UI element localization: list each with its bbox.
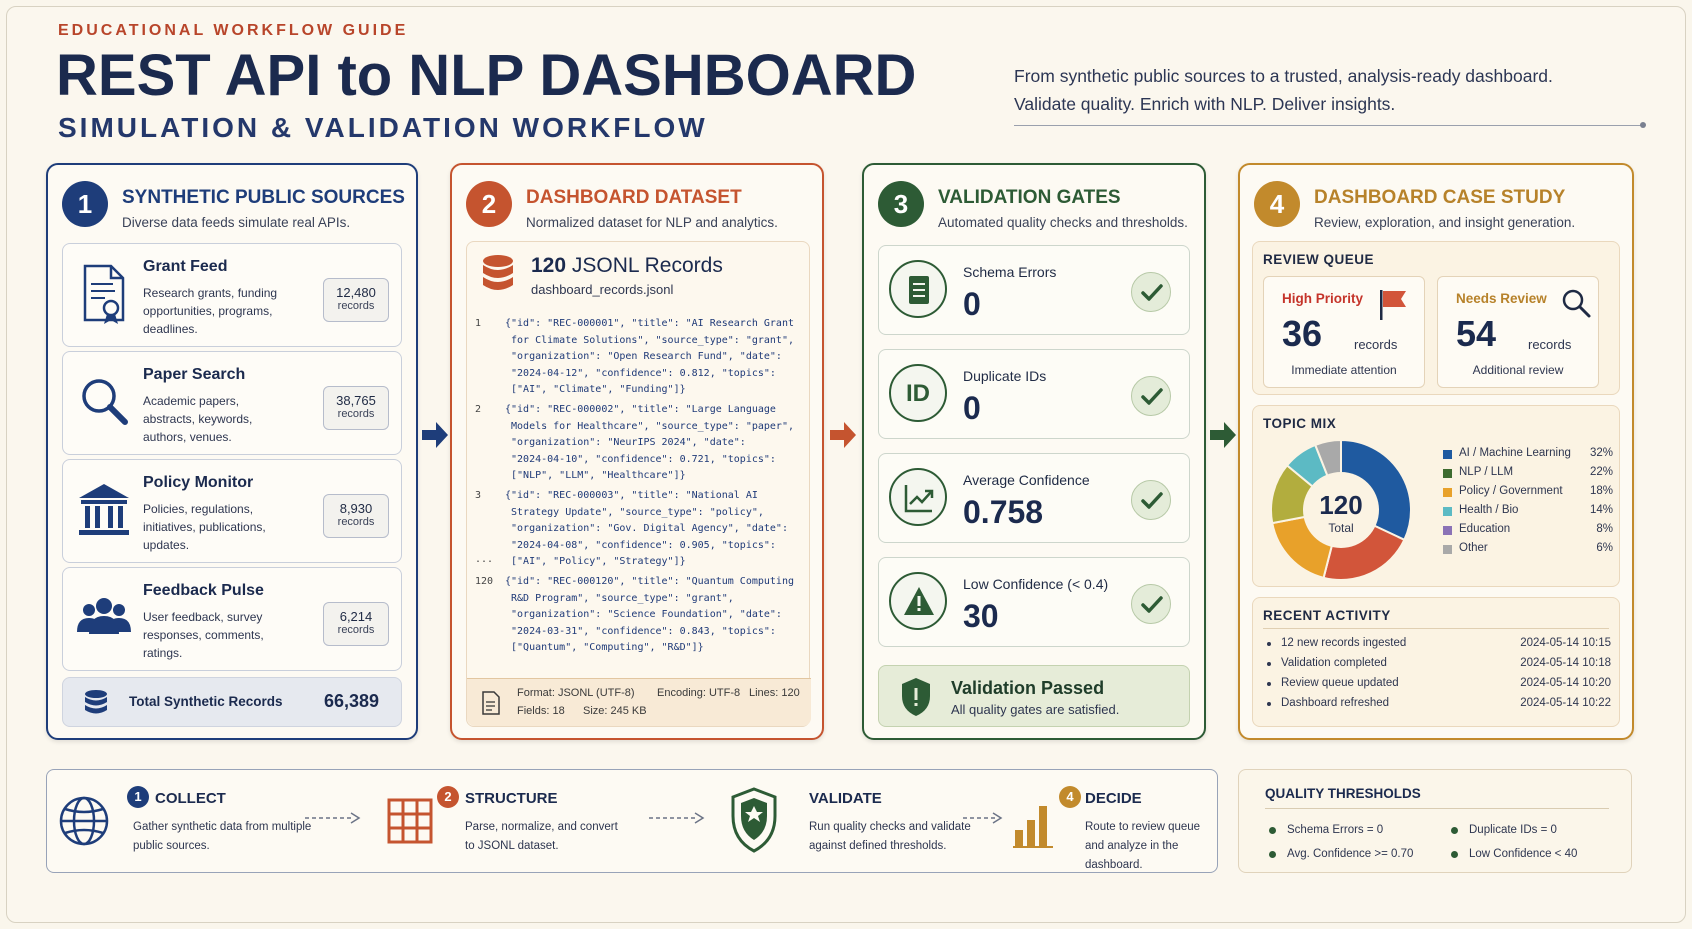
- legend-swatch: [1443, 469, 1452, 478]
- source-title: Paper Search: [143, 366, 246, 383]
- column-title: DASHBOARD CASE STUDY: [1314, 187, 1566, 208]
- file-icon: [481, 691, 501, 715]
- dataset-panel: [466, 241, 810, 727]
- gate-icon-ring: [889, 260, 947, 318]
- step-badge: 3: [878, 181, 924, 227]
- needs-review-count: 54: [1456, 313, 1497, 354]
- dataset-filename: dashboard_records.jsonl: [531, 282, 674, 297]
- needs-review-title: Needs Review: [1456, 291, 1547, 306]
- record-json: {"id": "REC-000120", "title": "Quantum Computing R&D Program", "source_type": "grant", "organization": "Science Foundation", "date": "2024-03-31", "confidence": 0.843, "topics": ["Quantum", "Computing", "R&D"]}: [505, 576, 794, 653]
- arrow-right-icon: [420, 420, 450, 450]
- bullet: [1267, 662, 1271, 666]
- gate-icon-ring: [889, 572, 947, 630]
- topic-mix-heading: TOPIC MIX: [1263, 416, 1337, 431]
- dataset-footer: [467, 678, 811, 726]
- users-group-icon: [75, 586, 133, 650]
- activity-time: 2024-05-14 10:15: [1520, 637, 1611, 649]
- grid-table-icon: [387, 798, 433, 844]
- bullet: [1269, 827, 1276, 834]
- legend-percent: 22%: [1589, 466, 1613, 478]
- source-count: 6,214: [339, 609, 373, 624]
- total-records-value: 66,389: [323, 691, 379, 711]
- column-title: SYNTHETIC PUBLIC SOURCES: [122, 187, 405, 208]
- activity-time: 2024-05-14 10:20: [1520, 677, 1611, 689]
- ellipsis: ...: [475, 554, 494, 565]
- activity-item: [1265, 636, 1611, 654]
- topic-donut-chart: [1269, 438, 1413, 582]
- magnifier-icon: [1560, 287, 1592, 319]
- activity-item: [1265, 696, 1611, 714]
- legend-item: [1443, 446, 1613, 464]
- arrow-right-icon: [1208, 420, 1238, 450]
- high-priority-count: 36: [1282, 313, 1323, 354]
- gate-value: 0.758: [963, 494, 1044, 530]
- gate-label: Duplicate IDs: [963, 368, 1047, 384]
- page-subtitle: SIMULATION & VALIDATION WORKFLOW: [58, 112, 708, 143]
- arrow-right-icon: [828, 420, 858, 450]
- source-count: 38,765: [336, 393, 376, 408]
- gate-schema-errors: [878, 245, 1190, 335]
- column-header: [62, 181, 406, 241]
- database-icon: [83, 689, 109, 717]
- step-badge: 1: [62, 181, 108, 227]
- step-title: VALIDATE: [809, 790, 882, 807]
- gate-label: Schema Errors: [963, 264, 1057, 280]
- source-count-unit: records: [337, 516, 375, 528]
- gate-value: 30: [963, 598, 999, 634]
- intro-rule-dot: [1640, 122, 1646, 128]
- line-number: 1: [475, 318, 482, 329]
- activity-item: [1265, 676, 1611, 694]
- bar-chart-icon: [1013, 798, 1053, 848]
- legend-percent: 8%: [1596, 523, 1613, 535]
- legend-item: [1443, 541, 1613, 559]
- divider: [1265, 808, 1609, 809]
- check-icon: [1131, 480, 1171, 520]
- needs-review-desc: Additional review: [1472, 363, 1564, 377]
- source-desc: User feedback, survey responses, comments, ratings.: [143, 610, 264, 660]
- magnifier-icon: [75, 370, 133, 434]
- threshold-text: Duplicate IDs = 0: [1469, 824, 1557, 836]
- source-card-paper-search[interactable]: [62, 351, 402, 455]
- column-desc: Normalized dataset for NLP and analytics.: [526, 215, 778, 230]
- high-priority-unit: records: [1354, 337, 1398, 352]
- source-card-feedback-pulse[interactable]: [62, 567, 402, 671]
- footer-fields: Fields: 18: [517, 705, 565, 717]
- quality-thresholds-heading: QUALITY THRESHOLDS: [1265, 786, 1421, 801]
- record-json: {"id": "REC-000001", "title": "AI Research Grant for Climate Solutions", "source_type": "grant", "organization": "Open Research Fund", "date": "2024-04-12", "confidence": 0.812, "topics": ["AI", "Climate", "Funding"]}: [505, 318, 794, 395]
- legend-item: [1443, 503, 1613, 521]
- gate-low-confidence: [878, 557, 1190, 647]
- legend-label: Health / Bio: [1459, 504, 1519, 516]
- dashed-arrow-icon: [649, 812, 705, 824]
- high-priority-desc: Immediate attention: [1291, 363, 1397, 377]
- line-number: 2: [475, 404, 482, 415]
- warning-icon: [902, 585, 936, 617]
- activity-text: Validation completed: [1281, 657, 1387, 669]
- quality-thresholds-panel: [1238, 769, 1632, 873]
- source-card-policy-monitor[interactable]: [62, 459, 402, 563]
- column-desc: Automated quality checks and thresholds.: [938, 215, 1188, 230]
- activity-time: 2024-05-14 10:22: [1520, 697, 1611, 709]
- trend-chart-icon: [903, 482, 935, 514]
- column-title: DASHBOARD DATASET: [526, 187, 742, 208]
- gate-value: 0: [963, 286, 981, 322]
- column-header: [1254, 181, 1622, 241]
- database-icon: [481, 254, 515, 298]
- step-badge: 4: [1254, 181, 1300, 227]
- topic-mix-panel: [1252, 405, 1620, 587]
- records-count: 120: [531, 254, 567, 277]
- line-number: 3: [475, 490, 482, 501]
- certificate-icon: [75, 262, 133, 326]
- total-records-bar: [62, 677, 402, 727]
- legend-item: [1443, 522, 1613, 540]
- legend-label: AI / Machine Learning: [1459, 447, 1571, 459]
- bullet: [1451, 851, 1458, 858]
- source-count-badge: [323, 494, 389, 538]
- gate-label: Low Confidence (< 0.4): [963, 576, 1109, 592]
- source-desc: Academic papers, abstracts, keywords, authors, venues.: [143, 394, 253, 444]
- check-icon: [1131, 376, 1171, 416]
- legend-percent: 6%: [1596, 542, 1613, 554]
- gate-average-confidence: [878, 453, 1190, 543]
- donut-center-label: Total: [1328, 521, 1354, 535]
- high-priority-card[interactable]: [1263, 276, 1425, 388]
- legend-percent: 32%: [1589, 447, 1613, 459]
- activity-item: [1265, 656, 1611, 674]
- flow-step-structure: [387, 770, 647, 874]
- step-number: 1: [127, 786, 149, 808]
- column-header: [466, 181, 812, 241]
- step-number: 2: [437, 786, 459, 808]
- activity-text: Dashboard refreshed: [1281, 697, 1390, 709]
- step-desc: Run quality checks and validate against defined thresholds.: [809, 821, 971, 852]
- bullet: [1267, 682, 1271, 686]
- record-json: {"id": "REC-000003", "title": "National AI Strategy Update", "source_type": "policy", "organization": "Gov. Digital Agency", "date": "2024-04-08", "confidence": 0.905, "topics": ["AI", "Policy", "Strategy"]}: [505, 490, 788, 567]
- threshold-text: Schema Errors = 0: [1287, 824, 1384, 836]
- legend-swatch: [1443, 450, 1452, 459]
- column-validation-gates: [862, 163, 1206, 740]
- legend-label: Policy / Government: [1459, 485, 1563, 497]
- review-queue-heading: REVIEW QUEUE: [1263, 252, 1375, 267]
- column-desc: Review, exploration, and insight generation.: [1314, 215, 1576, 230]
- gate-icon-ring: [889, 468, 947, 526]
- legend-percent: 18%: [1589, 485, 1613, 497]
- line-number: 120: [475, 576, 494, 587]
- workflow-steps-bar: [46, 769, 1218, 873]
- dashed-arrow-icon: [963, 812, 1003, 824]
- gate-value: 0: [963, 390, 981, 426]
- divider: [1263, 628, 1609, 629]
- threshold-text: Avg. Confidence >= 0.70: [1287, 848, 1414, 860]
- bullet: [1451, 827, 1458, 834]
- flow-step-decide: [1013, 770, 1213, 874]
- step-title: DECIDE: [1085, 790, 1142, 807]
- legend-swatch: [1443, 507, 1452, 516]
- activity-text: 12 new records ingested: [1281, 637, 1407, 649]
- records-label: JSONL Records: [571, 254, 723, 277]
- document-list-icon: [908, 275, 930, 305]
- needs-review-unit: records: [1528, 337, 1572, 352]
- high-priority-title: High Priority: [1282, 291, 1364, 306]
- legend-swatch: [1443, 545, 1452, 554]
- legend-percent: 14%: [1589, 504, 1613, 516]
- intro-text: [1014, 62, 1634, 118]
- bullet: [1267, 702, 1271, 706]
- dashed-arrow-icon: [305, 812, 361, 824]
- threshold-text: Low Confidence < 40: [1469, 848, 1578, 860]
- source-count: 8,930: [339, 501, 373, 516]
- flow-step-validate: [729, 770, 999, 874]
- legend-label: NLP / LLM: [1459, 466, 1514, 478]
- column-header: [878, 181, 1194, 241]
- step-badge: 2: [466, 181, 512, 227]
- activity-text: Review queue updated: [1281, 677, 1399, 689]
- gate-label: Average Confidence: [963, 472, 1090, 488]
- footer-encoding: Encoding: UTF-8: [657, 687, 741, 699]
- source-count-unit: records: [337, 408, 375, 420]
- recent-activity-heading: RECENT ACTIVITY: [1263, 608, 1391, 623]
- source-title: Grant Feed: [143, 258, 228, 275]
- bullet: [1267, 642, 1271, 646]
- recent-activity-panel: [1252, 597, 1620, 727]
- source-count-badge: [323, 602, 389, 646]
- footer-size: Size: 245 KB: [583, 705, 647, 717]
- check-icon: [1131, 272, 1171, 312]
- source-title: Feedback Pulse: [143, 582, 264, 599]
- donut-center-value: 120: [1319, 490, 1363, 520]
- legend-item: [1443, 484, 1613, 502]
- step-desc: Route to review queue and analyze in the dashboard.: [1085, 821, 1201, 871]
- flag-icon: [1376, 287, 1410, 321]
- globe-icon: [57, 794, 111, 848]
- source-count-badge: [323, 278, 389, 322]
- total-records-label: Total Synthetic Records: [129, 694, 283, 709]
- id-icon-text: ID: [906, 380, 930, 407]
- column-synthetic-sources: [46, 163, 418, 740]
- record-json: {"id": "REC-000002", "title": "Large Language Models for Healthcare", "source_type": "paper", "organization": "NeurIPS 2024", "date": "2024-04-10", "confidence": 0.721, "topics": ["NLP", "LLM", "Healthcare"]}: [505, 404, 794, 481]
- step-desc: Gather synthetic data from multiple public sources.: [133, 821, 312, 852]
- legend-label: Education: [1459, 523, 1511, 535]
- validation-passed-title: Validation Passed: [951, 678, 1105, 698]
- eyebrow: EDUCATIONAL WORKFLOW GUIDE: [58, 22, 409, 39]
- id-icon: [889, 364, 947, 422]
- intro-rule: [1014, 125, 1642, 126]
- source-count: 12,480: [336, 285, 376, 300]
- source-count-unit: records: [337, 624, 375, 636]
- check-icon: [1131, 584, 1171, 624]
- column-dashboard-case-study: [1238, 163, 1634, 740]
- step-title: COLLECT: [155, 790, 226, 807]
- legend-item: [1443, 465, 1613, 483]
- column-title: VALIDATION GATES: [938, 187, 1121, 208]
- shield-check-icon: [899, 676, 933, 718]
- source-desc: Research grants, funding opportunities, programs, deadlines.: [143, 286, 278, 336]
- step-number: 4: [1059, 786, 1081, 808]
- validation-passed-desc: All quality gates are satisfied.: [951, 702, 1120, 717]
- activity-time: 2024-05-14 10:18: [1520, 657, 1611, 669]
- footer-format: Format: JSONL (UTF-8): [517, 687, 635, 699]
- validation-passed-banner: [878, 665, 1190, 727]
- source-card-grant-feed[interactable]: [62, 243, 402, 347]
- step-title: STRUCTURE: [465, 790, 558, 807]
- footer-lines: Lines: 120: [749, 687, 800, 699]
- source-count-badge: [323, 386, 389, 430]
- source-count-unit: records: [337, 300, 375, 312]
- gate-duplicate-ids: [878, 349, 1190, 439]
- legend-swatch: [1443, 488, 1452, 497]
- source-desc: Policies, regulations, initiatives, publications, updates.: [143, 502, 266, 552]
- step-desc: Parse, normalize, and convert to JSONL dataset.: [465, 821, 618, 852]
- records-title: [531, 254, 723, 278]
- intro-line-1: From synthetic public sources to a trusted, analysis-ready dashboard.: [1014, 66, 1553, 86]
- legend-label: Other: [1459, 542, 1488, 554]
- review-queue-panel: [1252, 241, 1620, 395]
- column-dashboard-dataset: [450, 163, 824, 740]
- government-building-icon: [75, 478, 133, 542]
- legend-swatch: [1443, 526, 1452, 535]
- bullet: [1269, 851, 1276, 858]
- source-title: Policy Monitor: [143, 474, 254, 491]
- page-title: REST API to NLP DASHBOARD: [56, 43, 917, 108]
- needs-review-card[interactable]: [1437, 276, 1599, 388]
- intro-line-2: Validate quality. Enrich with NLP. Deliver insights.: [1014, 94, 1396, 114]
- flow-step-collect: [57, 770, 317, 874]
- shield-icon: [729, 786, 779, 854]
- column-desc: Diverse data feeds simulate real APIs.: [122, 215, 351, 230]
